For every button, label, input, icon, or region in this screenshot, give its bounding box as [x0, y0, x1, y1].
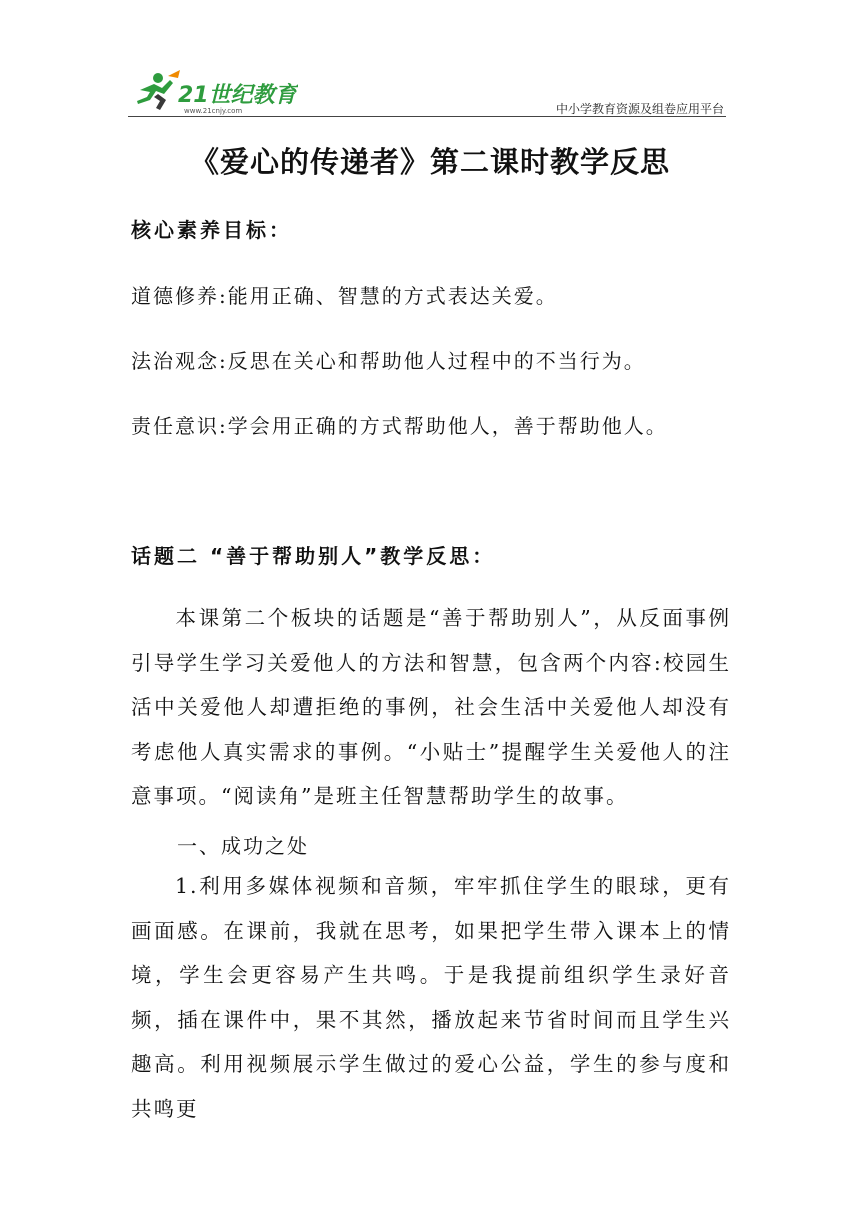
svg-text:www.21cnjy.com: www.21cnjy.com [184, 107, 243, 115]
section-success-heading: 一、成功之处 [177, 834, 309, 858]
svg-text:21世纪教育: 21世纪教育 [178, 83, 297, 108]
topic-intro-text: 本课第二个板块的话题是“善于帮助别人”，从反面事例引导学生学习关爱他人的方法和智慧，包含两个内容:校园生活中关爱他人却遭拒绝的事例，社会生活中关爱他人却没有考虑他人真实需求的事例。“小贴士”提醒学生关爱他人的注意事项。“阅读角”是班主任智慧帮助学生的故事。 [131, 606, 731, 808]
platform-label: 中小学教育资源及组卷应用平台 [555, 102, 724, 116]
header-divider [128, 116, 726, 117]
topic-heading: 话题二 “善于帮助别人”教学反思： [131, 544, 496, 568]
goal-item-moral: 道德修养:能用正确、智慧的方式表达关爱。 [131, 284, 558, 308]
runner-logo-icon [128, 66, 298, 118]
topic-intro-paragraph [131, 596, 731, 819]
goals-heading: 核心素养目标： [131, 218, 292, 242]
logo [128, 66, 298, 118]
document-title: 《爱心的传递者》第二课时教学反思 [189, 145, 670, 179]
page-header [128, 66, 726, 118]
point-1-paragraph [131, 864, 731, 1131]
goal-item-responsibility: 责任意识:学会用正确的方式帮助他人，善于帮助他人。 [131, 414, 668, 438]
point-1-text: 1.利用多媒体视频和音频，牢牢抓住学生的眼球，更有画面感。在课前，我就在思考，如果把学生带入课本上的情境，学生会更容易产生共鸣。于是我提前组织学生录好音频，插在课件中，果不其然，播放起来节省时间而且学生兴趣高。利用视频展示学生做过的爱心公益，学生的参与度和共鸣更 [131, 874, 731, 1121]
goal-item-law: 法治观念:反思在关心和帮助他人过程中的不当行为。 [131, 349, 646, 373]
